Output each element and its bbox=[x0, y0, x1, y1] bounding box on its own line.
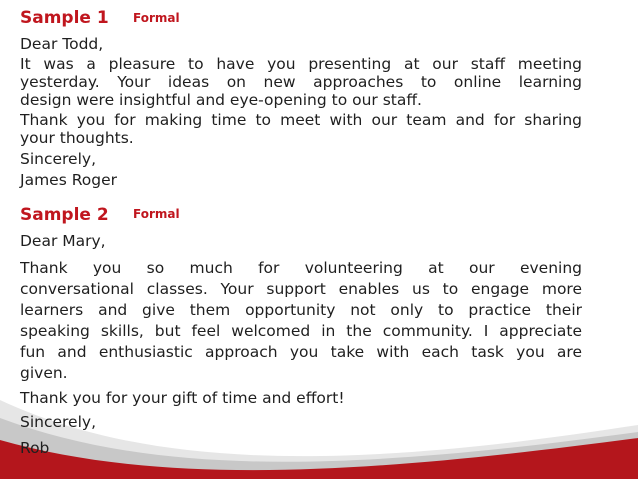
sample-1-paragraph-2 bbox=[20, 111, 582, 147]
sample-2-paragraph-2: Thank you for your gift of time and effort! bbox=[20, 389, 345, 407]
sample-1-para1-line-3: design were insightful and eye-opening to our staff. bbox=[20, 91, 422, 109]
sample-1-para2-line-1: Thank you for making time to meet with our team and for sharing bbox=[20, 111, 582, 129]
sample-1-paragraph-1 bbox=[20, 55, 582, 109]
sample-2-tag: Formal bbox=[133, 207, 180, 221]
sample-2-paragraph-1 bbox=[20, 258, 582, 384]
sample-1-title: Sample 1 bbox=[20, 8, 109, 28]
sample-2-para1-line-1: Thank you so much for volunteering at our evening bbox=[20, 259, 582, 277]
sample-2-signature: Rob bbox=[20, 439, 50, 457]
sample-1-greeting: Dear Todd, bbox=[20, 35, 104, 53]
sample-2-greeting: Dear Mary, bbox=[20, 232, 106, 250]
sample-1-signature: James Roger bbox=[20, 171, 118, 189]
sample-2-para1-line-6: given. bbox=[20, 364, 68, 382]
sample-1-closing: Sincerely, bbox=[20, 150, 97, 168]
sample-2-para1-line-5: fun and enthusiastic approach you take with each task you are bbox=[20, 343, 582, 361]
sample-2-para1-line-2: conversational classes. Your support enables us to engage more bbox=[20, 280, 582, 298]
sample-1-tag: Formal bbox=[133, 11, 180, 25]
sample-1-para2-line-2: your thoughts. bbox=[20, 129, 134, 147]
sample-1-para1-line-2: yesterday. Your ideas on new approaches to online learning bbox=[20, 73, 582, 91]
sample-2-para1-line-3: learners and give them opportunity not only to practice their bbox=[20, 301, 582, 319]
sample-2-closing: Sincerely, bbox=[20, 413, 97, 431]
sample-2-para1-line-4: speaking skills, but feel welcomed in the community. I appreciate bbox=[20, 322, 582, 340]
sample-1-para1-line-1: It was a pleasure to have you presenting at our staff meeting bbox=[20, 55, 582, 73]
sample-2-title: Sample 2 bbox=[20, 205, 109, 225]
